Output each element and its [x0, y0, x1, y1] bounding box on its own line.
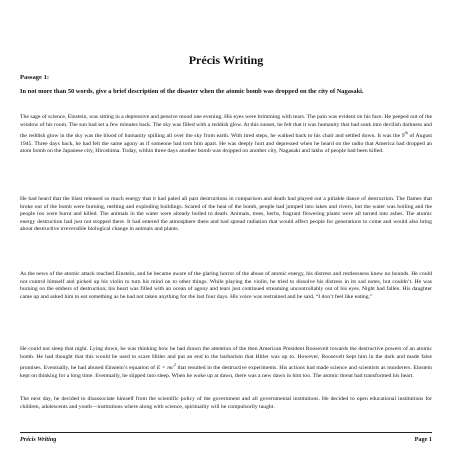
equation: [156, 362, 176, 371]
page-title: Précis Writing: [188, 53, 264, 67]
paragraph-4-text-b: that resulted in the destructive experiments. His actions had made science and scientists as murderers. Einstein kept on thinking for a long time. Eventually, he slipped into sleep. When he woke up at dawn, there was a new dawn in him too. The atomic threat had transformed his heart.: [20, 364, 432, 379]
paragraph-4-text-a: He could not sleep that night. Lying down, he was thinking how he had drawn the attention of the then American President Roosevelt towards the destructive powers of an atomic bomb. He had thought that this would be used to scare Hitler and put an end to the barbarism that Hitler was up to. However, Roosevelt kept him in the dark and made false promises. Eventually, he had abused Einstein’s equation of: [20, 346, 432, 371]
paragraph-2: He had heard that the blast released so much energy that it had paled all past destructions in comparison and death had played out a pitiable dance of destruction. The flames that broke out of the bomb were burning, melting and exploding buildings. Scared of the heat of the bomb, people had jumped into lakes and rivers, but the water was boiling and the people too were burnt and killed. The animals in the water were already boiled to death. Animals, trees, herbs, fragrant flowering plants were all turned into ashes. The atomic energy destruction had just not stopped there. It had entered the atmosphere there and had spread radiation that would affect people for generations to come and would also bring about destructive irreversible biological change in animals and plants.: [20, 196, 432, 233]
paragraph-1-text-b: of August 1945. Three days back, he had felt the same agony as if someone had torn him apart. He was deeply hurt and depressed when he heard on the radio that America had dropped an atom bomb on the Japanese city, Hiroshima. Today, within three days another bomb was dropped on another city, Nagasaki and lakhs of people had been killed.: [20, 132, 432, 155]
paragraph-4: [20, 346, 432, 380]
equation-exponent: 2: [173, 362, 176, 368]
footer-divider: [20, 432, 432, 433]
equation-base: E = mc: [156, 364, 174, 371]
passage-label: Passage 1:: [20, 74, 50, 81]
page-number: Page 1: [414, 436, 432, 443]
paragraph-1-text-a: The sage of science, Einstein, was sitting in a depressive and pensive mood one evening. His eyes were brimming with tears. The pain was evident on his face. He peeped out of the window of his room. The sun had set a few minutes back. The sky was filled with a reddish glow. At this sunset, he felt that it was humanity that had sunk into devilish darkness and the reddish glow in the sky was the blood of humanity spilling all over the sky from earth. With tired steps, he walked back to his chair and settled down. It was the 9: [20, 114, 432, 139]
footer-title: Précis Writing: [20, 436, 57, 443]
instruction-text: In not more than 50 words, give a brief description of the disaster when the atomic bomb was dropped on the city of Nagasaki.: [20, 88, 364, 95]
paragraph-3: As the news of the atomic attack reached Einstein, and he became aware of the glaring horror of the abuse of atomic energy, his distress and restlessness knew no bounds. He could not control himself and picked up his violin to turn his mind on to other things. While playing the violin, he tried to dissolve his distress in its sad notes, but couldn’t. He was burning on the embers of destruction; his heart was filled with an ocean of agony and tears just continued streaming uncontrollably out of his eyes. Night had fallen. His daughter came up and asked him to eat something as he had not taken anything for the last four days. His voice was restrained and he said, “I don’t feel like eating.”: [20, 271, 432, 300]
paragraph-5: The next day, he decided to disassociate himself from the scientific policy of the government and all governmental institutions. He decided to open educational institutions for children, adolescents and youth—institutions where along with science, spirituality will be compulsorily taught.: [20, 396, 432, 410]
paragraph-1: [20, 114, 432, 156]
ordinal-suffix: th: [404, 130, 408, 136]
